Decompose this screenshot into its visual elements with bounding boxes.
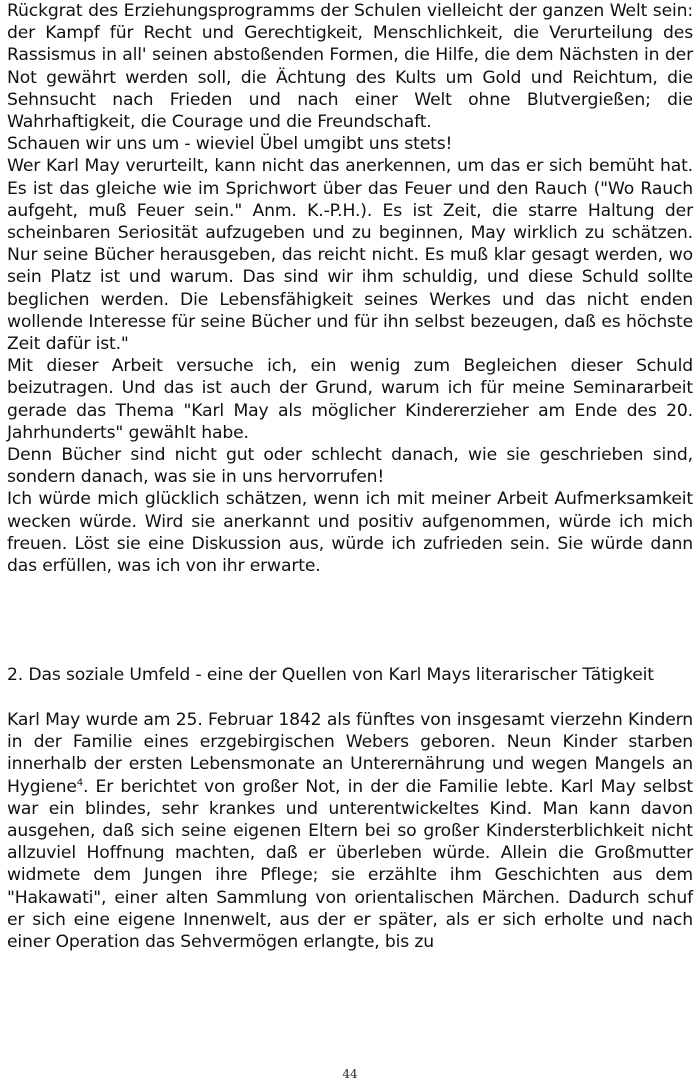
- paragraph-hope: Ich würde mich glücklich schätzen, wenn ich mit meiner Arbeit Aufmerksamkeit wecken würde. Wird sie anerkannt und positiv aufgenommen, würde ich mich freuen. Löst sie eine Diskussion aus, würde ich zufrieden sein. Sie würde dann das erfüllen, was ich von ihr erwarte.: [7, 489, 693, 577]
- paragraph-look-around: Schauen wir uns um - wieviel Übel umgibt uns stets!: [7, 134, 453, 155]
- footnote-reference[interactable]: 4: [76, 776, 83, 788]
- paragraph-seminar-work: Mit dieser Arbeit versuche ich, ein wenig zum Begleichen dieser Schuld beizutragen. Und das ist auch der Grund, warum ich für meine Seminararbeit gerade das Thema "Karl May als möglicher Kindererzieher am Ende des 20. Jahrhunderts" gewählt habe.: [7, 356, 693, 443]
- paragraph-condemn-may: Wer Karl May verurteilt, kann nicht das anerkennen, um das er sich bemüht hat. Es ist das gleiche wie im Sprichwort über das Feuer und den Rauch ("Wo Rauch aufgeht, muß Feuer sein." Anm. K.-P.H.). Es ist Zeit, die starre Haltung der scheinbaren Seriosität aufzugeben und zu beginnen, May wirklich zu schätzen. Nur seine Bücher herausgeben, das reicht nicht. Es muß klar gesagt werden, wo sein Platz ist und warum. Das sind wir ihm schuldig, und diese Schuld sollte beglichen werden. Die Lebensfähigkeit seines Werkes und das nicht enden wollende Interesse für seine Bücher und für ihn selbst bezeugen, daß es höchste Zeit dafür ist.": [7, 156, 693, 355]
- biography-text-end: . Er berichtet von großer Not, in der die Familie lebte. Karl May selbst war ein blindes, sehr krankes und unterentwickeltes Kind. Man kann davon ausgehen, daß sich seine eigenen Eltern bei so großer Kindersterblichkeit nicht allzuviel Hoffnung machten, daß er überleben würde. Allein die Großmutter widmete dem Jungen ihre Pflege; sie erzählte ihm Geschichten aus dem "Hakawati", einer alten Sammlung von orientalischen Märchen. Dadurch schuf er sich eine eigene Innenwelt, aus der er später, als er sich erholte und nach einer Operation das Sehvermögen erlangte, bis zu: [7, 776, 693, 953]
- paragraph-values: Rückgrat des Erziehungsprogramms der Schulen vielleicht der ganzen Welt sein: der Kampf für Recht und Gerechtigkeit, Menschlichkeit, die Verurteilung des Rassismus in all' seinen abstoßenden Formen, die Hilfe, die dem Nächsten in der Not gewährt werden soll, die Ächtung des Kults um Gold und Reichtum, die Sehnsucht nach Frieden und nach einer Welt ohne Blutvergießen; die Wahrhaftigkeit, die Courage und die Freundschaft.: [7, 1, 693, 133]
- body-text-bottom: [7, 709, 693, 953]
- page-number: 44: [342, 1067, 358, 1081]
- biography-text-start: Karl May wurde am 25. Februar 1842 als fünftes von insgesamt vierzehn Kindern in der Familie eines erzgebirgischen Webers geboren. Neun Kinder starben innerhalb der ersten Lebensmonate an Unterernährung und wegen Mangels an Hygiene: [7, 710, 693, 797]
- section-heading: 2. Das soziale Umfeld - eine der Quellen von Karl Mays literarischer Tätigkeit: [7, 665, 654, 685]
- paragraph-books-judgment: Denn Bücher sind nicht gut oder schlecht danach, wie sie geschrieben sind, sondern danach, was sie in uns hervorrufen!: [7, 445, 693, 488]
- body-text-top: [7, 0, 693, 577]
- paragraph-biography: [7, 709, 693, 953]
